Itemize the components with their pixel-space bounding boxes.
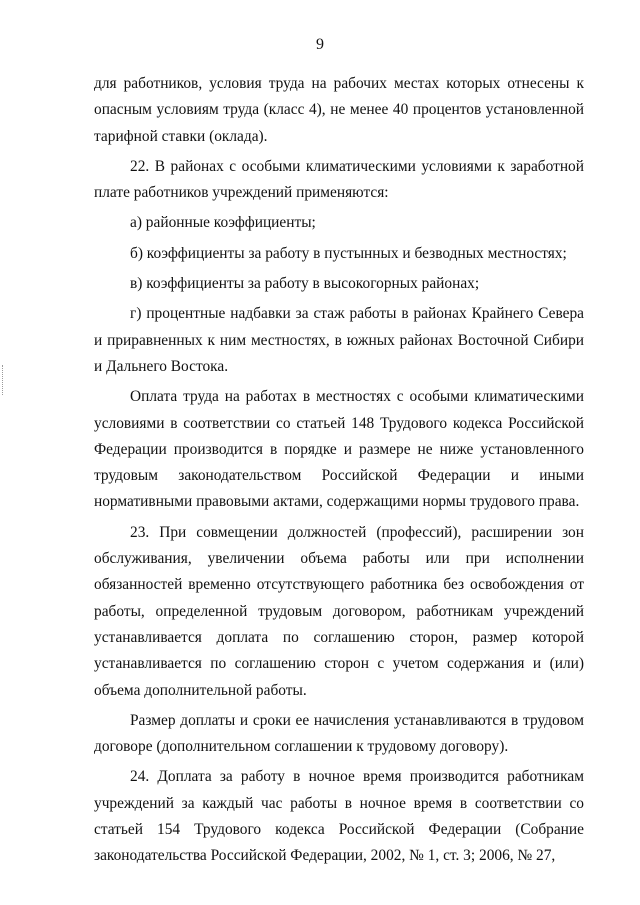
paragraph-continuation: для работников, условия труда на рабочих местах которых отнесены к опасным условиям труда (класс 4), не менее 40 процентов установленной тарифной ставки (оклада). (94, 75, 584, 145)
paragraph-22-item-a: а) районные коэффициенты; (130, 214, 316, 232)
scan-margin-mark (2, 365, 5, 395)
page-number: 9 (316, 36, 324, 53)
paragraph-23-size: Размер доплаты и сроки ее начисления устанавливаются в трудовом договоре (дополнительном соглашении к трудовому договору). (94, 711, 584, 756)
paragraph-22: 22. В районах с особыми климатическими условиями к заработной плате работников учреждений применяются: (94, 157, 584, 202)
paragraph-23: 23. При совмещении должностей (профессий), расширении зон обслуживания, увеличении объема работы или при исполнении обязанностей временно отсутствующего работника без освобождения от работы, определенной трудовым договором, работникам учреждений устанавливается доплата по соглашению сторон, размер которой устанавливается по соглашению сторон с учетом содержания и (или) объема дополнительной работы. (94, 523, 584, 699)
paragraph-22-item-b: б) коэффициенты за работу в пустынных и безводных местностях; (130, 244, 567, 262)
document-body (94, 71, 584, 870)
paragraph-22-item-v: в) коэффициенты за работу в высокогорных районах; (130, 275, 480, 293)
paragraph-24: 24. Доплата за работу в ночное время производится работникам учреждений за каждый час работы в ночное время в соответствии со статьей 154 Трудового кодекса Российской Федерации (Собрание законодательства Российской Федерации, 2002, № 1, ст. 3; 2006, № 27, (94, 768, 584, 865)
paragraph-22-item-g: г) процентные надбавки за стаж работы в районах Крайнего Севера и приравненных к ним местностях, в южных районах Восточной Сибири и Дальнего Востока. (94, 305, 584, 375)
paragraph-22-pay: Оплата труда на работах в местностях с особыми климатическими условиями в соответствии со статьей 148 Трудового кодекса Российской Федерации производится в порядке и размере не ниже установленного трудовым законодательством Российской Федерации и иными нормативными правовыми актами, содержащими нормы трудового права. (94, 388, 584, 511)
